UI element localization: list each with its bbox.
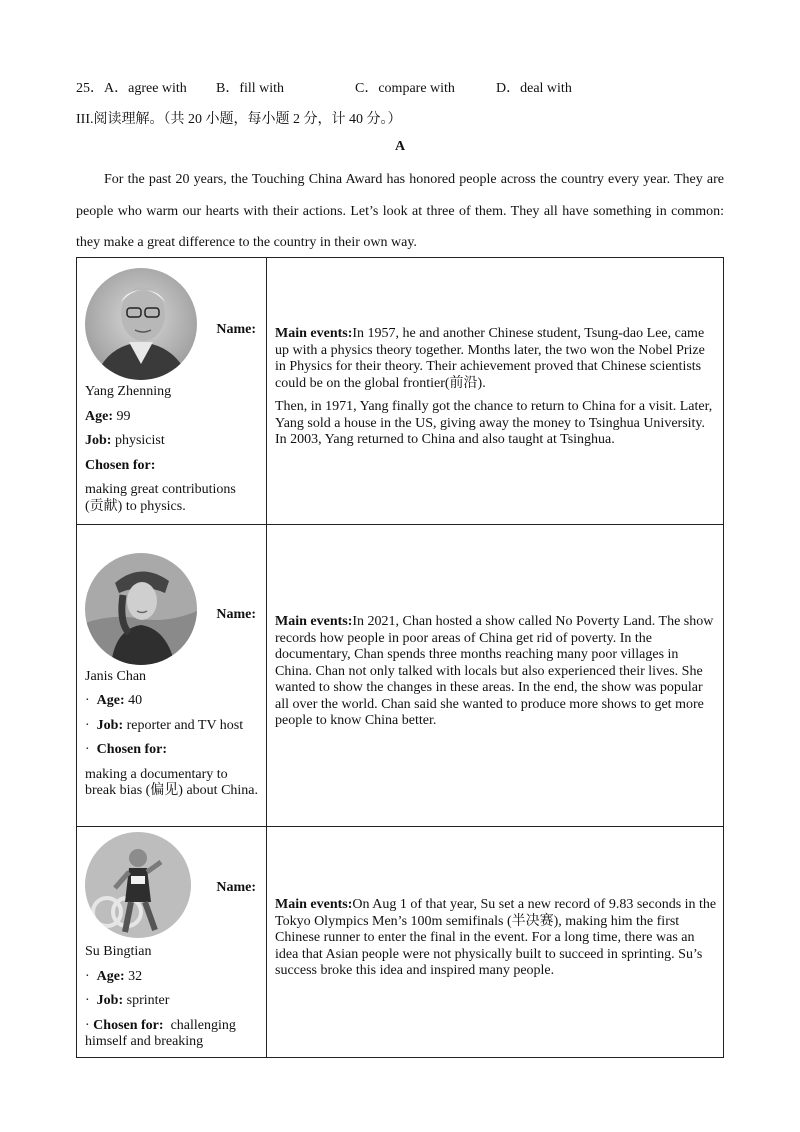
portrait-photo-woman <box>85 553 197 665</box>
main-events-cell <box>267 258 724 525</box>
person-profile <box>77 258 267 525</box>
person-name: Su Bingtian <box>85 944 152 959</box>
portrait-photo-elderly-man <box>85 268 197 380</box>
option-a: 25．A．agree with <box>76 81 187 96</box>
name-label: Name: <box>216 606 256 622</box>
name-label: Name: <box>216 322 256 337</box>
main-events-paragraph: Then, in 1971, Yang finally got the chance to return to China for a visit. Later, Yang sold a house in the US, giving away the money to Tsinghua University. In 2003, Yang returned to China and also taught at Tsinghua. <box>275 399 713 448</box>
chosen-for-label: · Chosen for: <box>85 742 168 757</box>
main-events-cell <box>267 525 724 827</box>
chosen-for-label: Chosen for: <box>85 457 156 473</box>
main-events-paragraph: Main events:In 2021, Chan hosted a show called No Poverty Land. The show records how people in poor areas of China get rid of poverty. In the documentary, Chan spends three months reaching many poor villages in China. Chan not only talked with locals but also experienced their lives. She wanted to show the changes in these areas. In the end, the show was popular all over the world. Chan said she wanted to produce more shows to get more people to know China better. <box>275 614 714 729</box>
chosen-for-text: making great contributions (贡献) to physics. <box>85 482 236 514</box>
question-number: 25． <box>76 81 104 96</box>
passage-label: A <box>394 139 406 154</box>
person-name: Yang Zhenning <box>85 384 172 399</box>
chosen-for-field: · Chosen for: challenging himself and breaking <box>85 1017 236 1049</box>
portrait-photo-sprinter <box>85 832 191 938</box>
intro-paragraph: For the past 20 years, the Touching China Award has honored people across the country every year. They are people who warm our hearts with their actions. Let’s look at three of them. They all have something in common: they make a great difference to the country in their own way. <box>76 172 724 250</box>
name-label: Name: <box>216 880 256 895</box>
job-field: · Job: reporter and TV host <box>85 717 244 733</box>
job-field: Job: physicist <box>85 433 165 448</box>
option-c: C．compare with <box>355 81 455 96</box>
main-events-paragraph: Main events:In 1957, he and another Chinese student, Tsung-dao Lee, came up with a physics theory together. Months later, the two won the Nobel Prize in Physics for their theory. Their achievement proved that Chinese scientists could be on the global frontier(前沿). <box>275 326 705 391</box>
people-table <box>76 257 724 1058</box>
person-name: Janis Chan <box>85 668 147 684</box>
age-field: Age: 99 <box>85 408 131 424</box>
table-row <box>77 525 724 827</box>
main-events-paragraph: Main events:On Aug 1 of that year, Su set a new record of 9.83 seconds in the Tokyo Olympics Men’s 100m semifinals (半决赛), making him the first Chinese runner to enter the final in the event. For a long time, there was an idea that Asian people were not physically built to succeed in sprinting. Su’s success broke this idea and inspired many people. <box>275 897 717 978</box>
section-heading: III.阅读理解。（共 20 小题，每小题 2 分，计 40 分。） <box>76 112 402 127</box>
main-events-cell <box>267 827 724 1058</box>
person-profile <box>77 827 267 1058</box>
option-b: B．fill with <box>216 81 285 96</box>
age-field: · Age: 32 <box>85 968 143 984</box>
age-field: · Age: 40 <box>85 693 143 708</box>
job-field: · Job: sprinter <box>85 993 170 1008</box>
option-d: D．deal with <box>496 81 572 96</box>
person-profile <box>77 525 267 827</box>
table-row <box>77 827 724 1058</box>
chosen-for-text: making a documentary to break bias (偏见) about China. <box>85 766 259 798</box>
table-row <box>77 258 724 525</box>
